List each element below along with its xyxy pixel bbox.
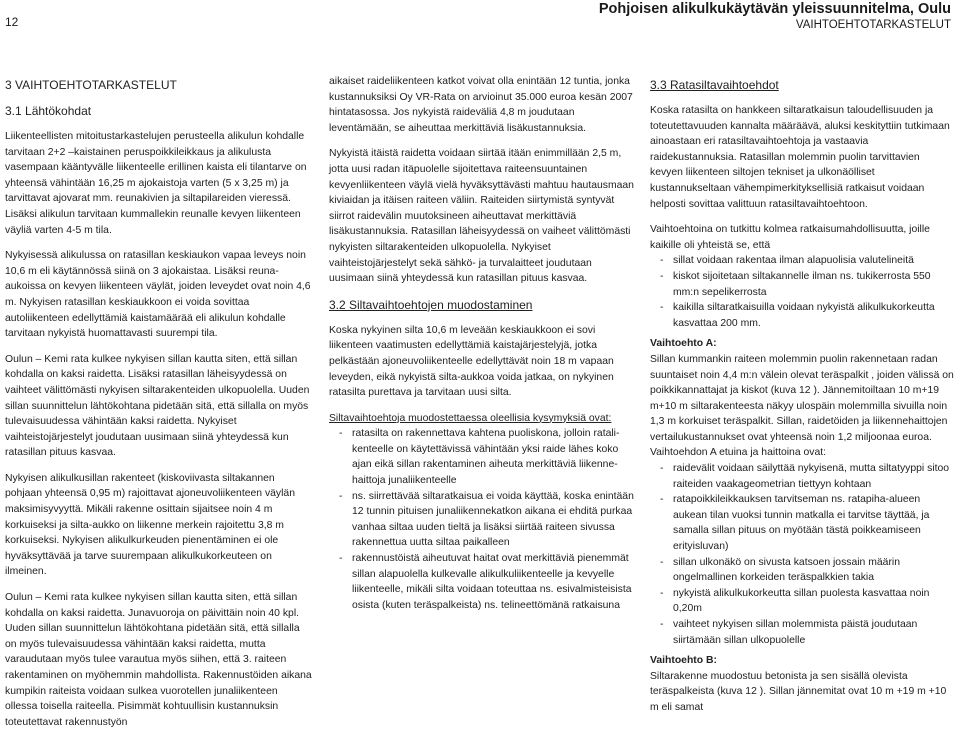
paragraph: aikaiset raideliikenteen katkot voivat olla enintään 12 tuntia, jonka kustannuksiksi Oy VR-Rata on arvioinut 35.000 euroa kesän 2007 hintatasossa. Jos nykyistä raideväliä 4,8 m joudutaan leventämään, se aiheuttaa merkittäviä lisäkustannuksia.	[329, 76, 633, 134]
paragraph: Nykyistä itäistä raidetta voidaan siirtää itään enimmillään 2,5 m, jotta uusi radan itäpuolelle sijoitettava raiteensuuntainen kevyenliikenteen väylä vielä hyväksyttävästi mahtuu hautausmaan kiviaidan ja itäisen raiteen väliin. Raiteiden siirtymistä syntyvät siirrot raidevälin muutoksineen aiheuttavat merkittäviä lisäkustannuksia. Ratasillan läheisyydessä on vaiheet välittömästi nykyisten siltarakenteiden ulkopuolella. Nykyiset vaihteistojärjestelyt sekä sähkö- ja turvalaitteet joudutaan uusimaan siinä yhteydessä kun ratasillan pituus kasvaa.	[329, 148, 634, 285]
paragraph: Sillan kummankin raiteen molemmin puolin rakennetaan radan suuntaiset noin 4,4 m:n välein olevat teräspalkit , joiden välissä on poikkikannattajat ja kiskot (kuva 12 ). Jännemitoiltaan 10 m+19 m+10 m siltarakenteesta näkyy ulospäin molemmilla sivuilla noin 1,3 m korkuiset teräspalkit. Sillan, raidetöiden ja liikennehaittojen vertailukustannukset ovat yhteensä noin 1,2 miljoonaa euroa. Vaihtoehdon A etuina ja haittoina ovat:	[650, 353, 954, 459]
section-heading: 3.2 Siltavaihtoehtojen muodostaminen	[329, 297, 533, 312]
list-item: - kiskot sijoitetaan siltakannelle ilman ns. tukikerrosta 550 mm:n sepelikerrosta	[650, 269, 955, 300]
alternative-a-title: Vaihtoehto A:	[650, 338, 717, 350]
paragraph: Nykyisen alikulkusillan rakenteet (kiskoviivasta siltakannen pohjaan yhteensä 0,95 m) rajoittavat ajoneuvoliikenteen väylän maksimisyvyyttä. Mikäli rakenne osittain sijaitsee noin 4 m korkuiseksi ja silta-aukko on liikenne merkein rajoitettu 3,8 m korkuiseksi. Nykyisen alikulkurkeuden pienentäminen ei ole hyväksyttävää ja tarve suurempaan alikulkukorkeuteen on ilmeinen.	[5, 472, 295, 578]
bullet-list	[329, 426, 639, 613]
column-left	[5, 77, 312, 730]
column-right	[650, 77, 955, 716]
paragraph: Siltarakenne muodostuu betonista ja sen sisällä olevista teräspalkeista (kuva 12 ). Sillan jännemitat ovat 10 m +19 m +10 m eli samat	[650, 670, 947, 713]
page-number: 12	[5, 15, 19, 29]
paragraph: Nykyisessä alikulussa on ratasillan keskiaukon vapaa leveys noin 10,6 m eli käytännössä siinä on 3 ajokaistaa. Lisäksi reuna-aukoissa on kevyen liikenteen väylät, joiden leveydet ovat noin 4,6 m. Nykyisen ratasillan keskiaukkoon ei voida sovittaa autoliikenteen edellyttämiä kaistamäärää eli alikulun kohdalle tarvitaan nykyistä huomattavasti suurempi tila.	[5, 250, 311, 340]
section-heading: 3.1 Lähtökohdat	[5, 104, 92, 118]
bullet-list	[650, 253, 955, 331]
alternative-b-title: Vaihtoehto B:	[650, 655, 717, 667]
paragraph: Liikenteellisten mitoitustarkastelujen perusteella alikulun kohdalle tarvitaan 2+2 –kaistainen peruspoikkileikkaus ja alikulusta vasempaan kääntyvälle liikenteelle erillinen kaista eli tilantarve on yhteensä vähintään 16,25 m ajokaistoja varten (5 x 3,25 m) ja tarvittavat ajovarat mm. reunakivien ja siltapilareiden vieressä. Lisäksi alikulun tarvitaan kummallekin reunalle kevyen liikenteen väyliä varten 4-5 m tila.	[5, 131, 307, 236]
paragraph: Koska nykyinen silta 10,6 m leveään keskiaukkoon ei sovi liikenteen vaatimusten edellyttämiä kaistajärjestelyjä, jotka pelkästään ajoneuvoliikenteelle edellyttävät noin 18 m vapaan leveyden, eikä nykyistä silta-aukkoa voida jatkaa, on nykyinen ratasilta purettava ja tarvitaan uusi silta.	[329, 324, 614, 399]
list-item: - kaikilla siltaratkaisuilla voidaan nykyistä alikulkukorkeutta kasvattaa 200 mm.	[650, 300, 955, 331]
paragraph: Siltavaihtoehtoja muodostettaessa oleellisia kysymyksiä ovat:	[329, 412, 612, 424]
document-title: Pohjoisen alikulkukäytävän yleissuunnitelma, Oulu	[598, 1, 951, 17]
paragraph: Oulun – Kemi rata kulkee nykyisen sillan kautta siten, että sillan kohdalla on kaksi raidetta. Junavuoroja on päivittäin noin 40 kpl. Uuden sillan suunnittelun lähtökohtana pidetään sitä, että sillalla on myös tulevaisuudessa vähintään kaksi raidetta, mutta varaudutaan myös tulee varautua myös siihen, että 3. raiteen rakentaminen on myöhemmin mahdollista. Rakennustöiden aikana kumpikin raiteista voidaan sulkea vuorotellen junaliikenteen ollessa toisella raiteella. Pisimmät kohtuullisin kustannuksin toteutettavat rakennustyön	[5, 592, 312, 728]
chapter-heading: 3 VAIHTOEHTOTARKASTELUT	[5, 78, 177, 92]
list-item: - rakennustöistä aiheutuvat haitat ovat merkittäviä pienemmät sillan alapuolella kulkevalle alikulkuliikenteelle ja kevyelle liikenteelle, mikäli silta voidaan toteuttaa ns. esivalmisteisista osista (kuten teräspalkeista) ns. telineettömänä ratkaisuna	[329, 551, 639, 613]
bullet-list	[650, 461, 955, 648]
paragraph: Koska ratasilta on hankkeen siltaratkaisun taloudellisuuden ja toteutettavuuden kannalta määräävä, aluksi keskityttiin tutkimaan ainoastaan eri ratasiltavaihtoehtoja ja vastaavia raidekustannuksia. Ratasillan molemmin puolin tarvittavien kevyen liikenteen siltojen tekniset ja ulkonäölliset kustannukseltaan vähempimerkityksellisiä ratkaisut voidaan helposti sovittaa valittuun ratasiltavaihtoehtoon.	[650, 105, 950, 210]
column-middle	[329, 77, 639, 613]
list-item: - vaihteet nykyisen sillan molemmista päistä joudutaan siirtämään sillan ulkopuolelle	[650, 617, 955, 648]
document-subtitle: VAIHTOEHTOTARKASTELUT	[795, 19, 951, 31]
list-item: - nykyistä alikulkukorkeutta sillan puolesta kasvattaa noin 0,20m	[650, 586, 955, 617]
header-title-block	[599, 1, 951, 33]
list-item: - raidevälit voidaan säilyttää nykyisenä, mutta siltatyyppi sitoo raiteiden vaakageometrian tiettyyn kohtaan	[650, 461, 955, 492]
paragraph: Oulun – Kemi rata kulkee nykyisen sillan kautta siten, että sillan kohdalla on kaksi raidetta. Lisäksi ratasillan läheisyydessä on vaihteet välittömästi nykyisen siltarakenteiden ulkopuolella. Uuden sillan suunnittelun lähtökohtana pidetään sitä, että sillalla on myös tulevaisuudessa vähintään kaksi raidetta. Nykyiset vaihteistojärjestelyt joudutaan uusimaan siinä yhteydessä kun ratasillan pituus kasvaa.	[5, 353, 310, 459]
list-item: - sillat voidaan rakentaa ilman alapuolisia valutelineitä	[650, 253, 955, 269]
list-item: - ratasilta on rakennettava kahtena puoliskona, jolloin ratalikenteelle on käytettävissä vähintään yksi raide lähes koko ajan eikä sillan rakentaminen aiheuta merkittäviä liikennehaittoja junaliikenteelle	[329, 426, 639, 488]
list-item: - ns. siirrettävää siltaratkaisua ei voida käyttää, koska enintään 12 tunnin pituisen junaliikennekatkon aikana ei ehditä purkaa vanhaa siltaa uuden tieltä ja lisäksi siirtää raiteen sivussa rakennettua uutta siltaa paikalleen	[329, 489, 639, 551]
list-item: - sillan ulkonäkö on sivusta katsoen jossain määrin ongelmallinen korkeiden teräspalkkien takia	[650, 555, 955, 586]
section-heading: 3.3 Ratasiltavaihtoehdot	[650, 78, 779, 92]
paragraph: Vaihtoehtoina on tutkittu kolmea ratkaisumahdollisuutta, joille kaikille oli yhteistä se, että	[650, 224, 930, 251]
page-header	[0, 0, 960, 42]
list-item: - ratapoikkileikkauksen tarvitseman ns. ratapiha-alueen aukean tilan vuoksi tunnin matkalla ei tarvitse täyttää, ja samalla sillan pituus on myötään tästä poikkeamiseen erityisluvan)	[650, 492, 955, 554]
